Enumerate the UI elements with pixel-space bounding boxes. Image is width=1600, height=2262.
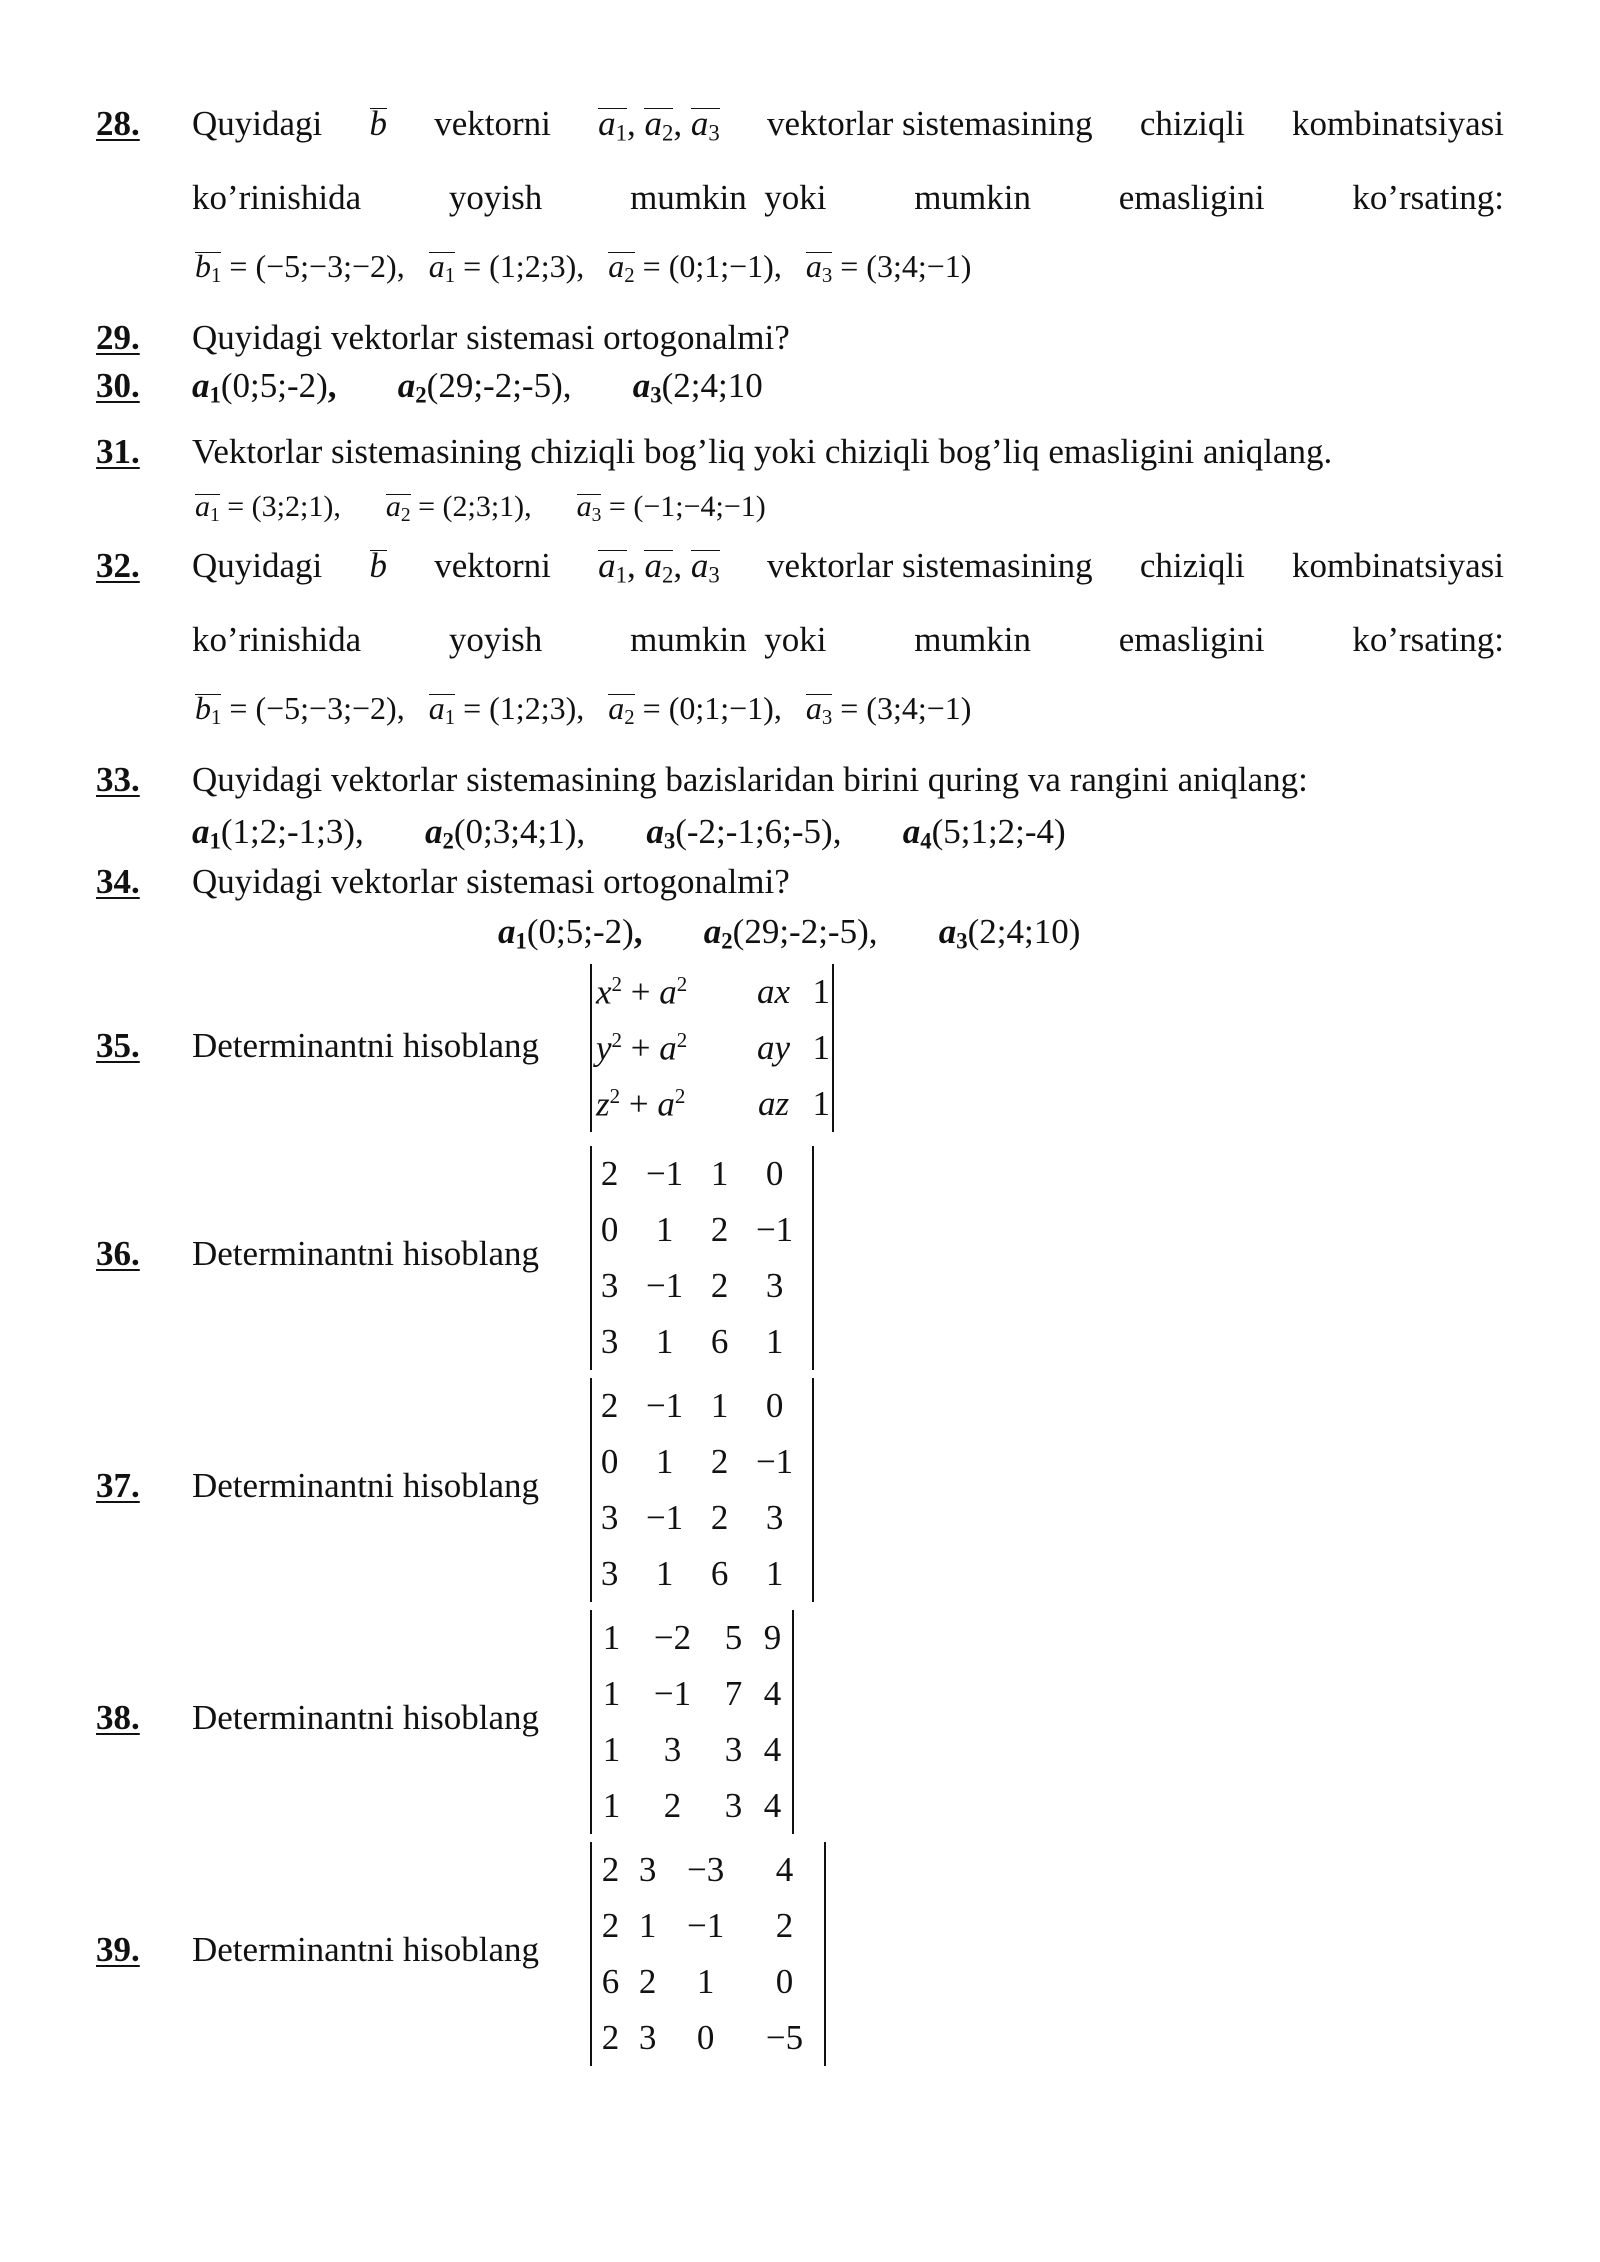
problem-34-text: Quyidagi vektorlar sistemasi ortogonalmi? [192, 862, 790, 901]
problem-number-39: 39. [96, 1930, 140, 1969]
problem-28-equation: $b_1$ = (−5;−3;−2), $a_1$ = (1;2;3), $a_2$ = (0;1;−1), $a_3$ = (3;4;−1) [195, 248, 972, 288]
vector-b: b [370, 104, 388, 147]
determinant-36: 2 −1 1 0 0 1 2 −1 3 −1 2 3 3 1 6 1 [590, 1146, 814, 1370]
problem-34-vectors: $a_1(0;5;-2)$, $a_2(29;-2;-5)$, $a_3(2;4;10)$ [498, 912, 1081, 954]
problem-28-line2: ko’rinishida yoyish mumkin yoki mumkin emasligini ko’rsating: [192, 178, 1504, 217]
problem-33-vectors: $a_1(1;2;-1;3)$, $a_2(0;3;4;1)$, $a_3(-2;-1;6;-5)$, $a_4(5;1;2;-4)$ [192, 812, 1066, 854]
problem-32-equation: $b_1$ = (−5;−3;−2), $a_1$ = (1;2;3), $a_2$ = (0;1;−1), $a_3$ = (3;4;−1) [195, 690, 972, 730]
problem-36-label: Determinantni hisoblang [192, 1234, 540, 1273]
word-chiziqli: chiziqli [1139, 104, 1245, 143]
determinant-39: 2 3 −3 4 2 1 −1 2 6 2 1 0 2 3 0 −5 [590, 1842, 826, 2066]
problem-number-29: 29. [96, 318, 140, 357]
problem-number-33: 33. [96, 760, 140, 799]
vector-list: $a_1$, $a_2$, $a_3$ [598, 104, 720, 146]
determinant-38: 1 −2 5 9 1 −1 7 4 1 3 3 4 1 2 3 4 [590, 1610, 794, 1834]
problem-32-line1: Quyidagi b vektorni $a_1$, $a_2$, $a_3$ vektorlar sistemasining chiziqli kombinatsiyasi [192, 546, 1504, 588]
problem-39-label: Determinantni hisoblang [192, 1930, 540, 1969]
problem-number-36: 36. [96, 1234, 140, 1273]
problem-number-28: 28. [96, 104, 140, 143]
word-quyidagi: Quyidagi [192, 104, 323, 143]
problem-number-37: 37. [96, 1466, 140, 1505]
determinant-37: 2 −1 1 0 0 1 2 −1 3 −1 2 3 3 1 6 1 [590, 1378, 814, 1602]
word-vektorni: vektorni [434, 104, 551, 143]
problem-number-35: 35. [96, 1026, 140, 1065]
vector-b: b [370, 546, 388, 589]
words-vektorlar-sistemasining: vektorlar sistemasining [766, 104, 1093, 143]
problem-number-34: 34. [96, 862, 140, 901]
problem-30-vectors: $a_1(0;5;-2)$, $a_2(29;-2;-5)$, $a_3(2;4;10$ [192, 366, 763, 408]
vector-list: $a_1$, $a_2$, $a_3$ [598, 546, 720, 588]
problem-31-equation: $a_1$ = (3;2;1), $a_2$ = (2;3;1), $a_3$ = (−1;−4;−1) [195, 490, 766, 526]
determinant-35: $x^2 + a^2$ ax 1 $y^2 + a^2$ ay 1 $z^2 + a^2$ az 1 [590, 964, 834, 1132]
problem-35-label: Determinantni hisoblang [192, 1026, 540, 1065]
problem-29-text: Quyidagi vektorlar sistemasi ortogonalmi? [192, 318, 790, 357]
problem-33-text: Quyidagi vektorlar sistemasining bazislaridan birini quring va rangini aniqlang: [192, 760, 1308, 799]
problem-number-32: 32. [96, 546, 140, 585]
problem-number-31: 31. [96, 432, 140, 471]
problem-38-label: Determinantni hisoblang [192, 1698, 540, 1737]
problem-28-line1 [192, 104, 1504, 147]
problem-32-line2: ko’rinishida yoyish mumkin yoki mumkin emasligini ko’rsating: [192, 620, 1504, 659]
problem-31-text: Vektorlar sistemasining chiziqli bog’liq yoki chiziqli bog’liq emasligini aniqlang. [192, 432, 1333, 471]
word-kombinatsiyasi: kombinatsiyasi [1292, 104, 1504, 143]
problem-37-label: Determinantni hisoblang [192, 1466, 540, 1505]
problem-number-30: 30. [96, 366, 140, 405]
problem-number-38: 38. [96, 1698, 140, 1737]
